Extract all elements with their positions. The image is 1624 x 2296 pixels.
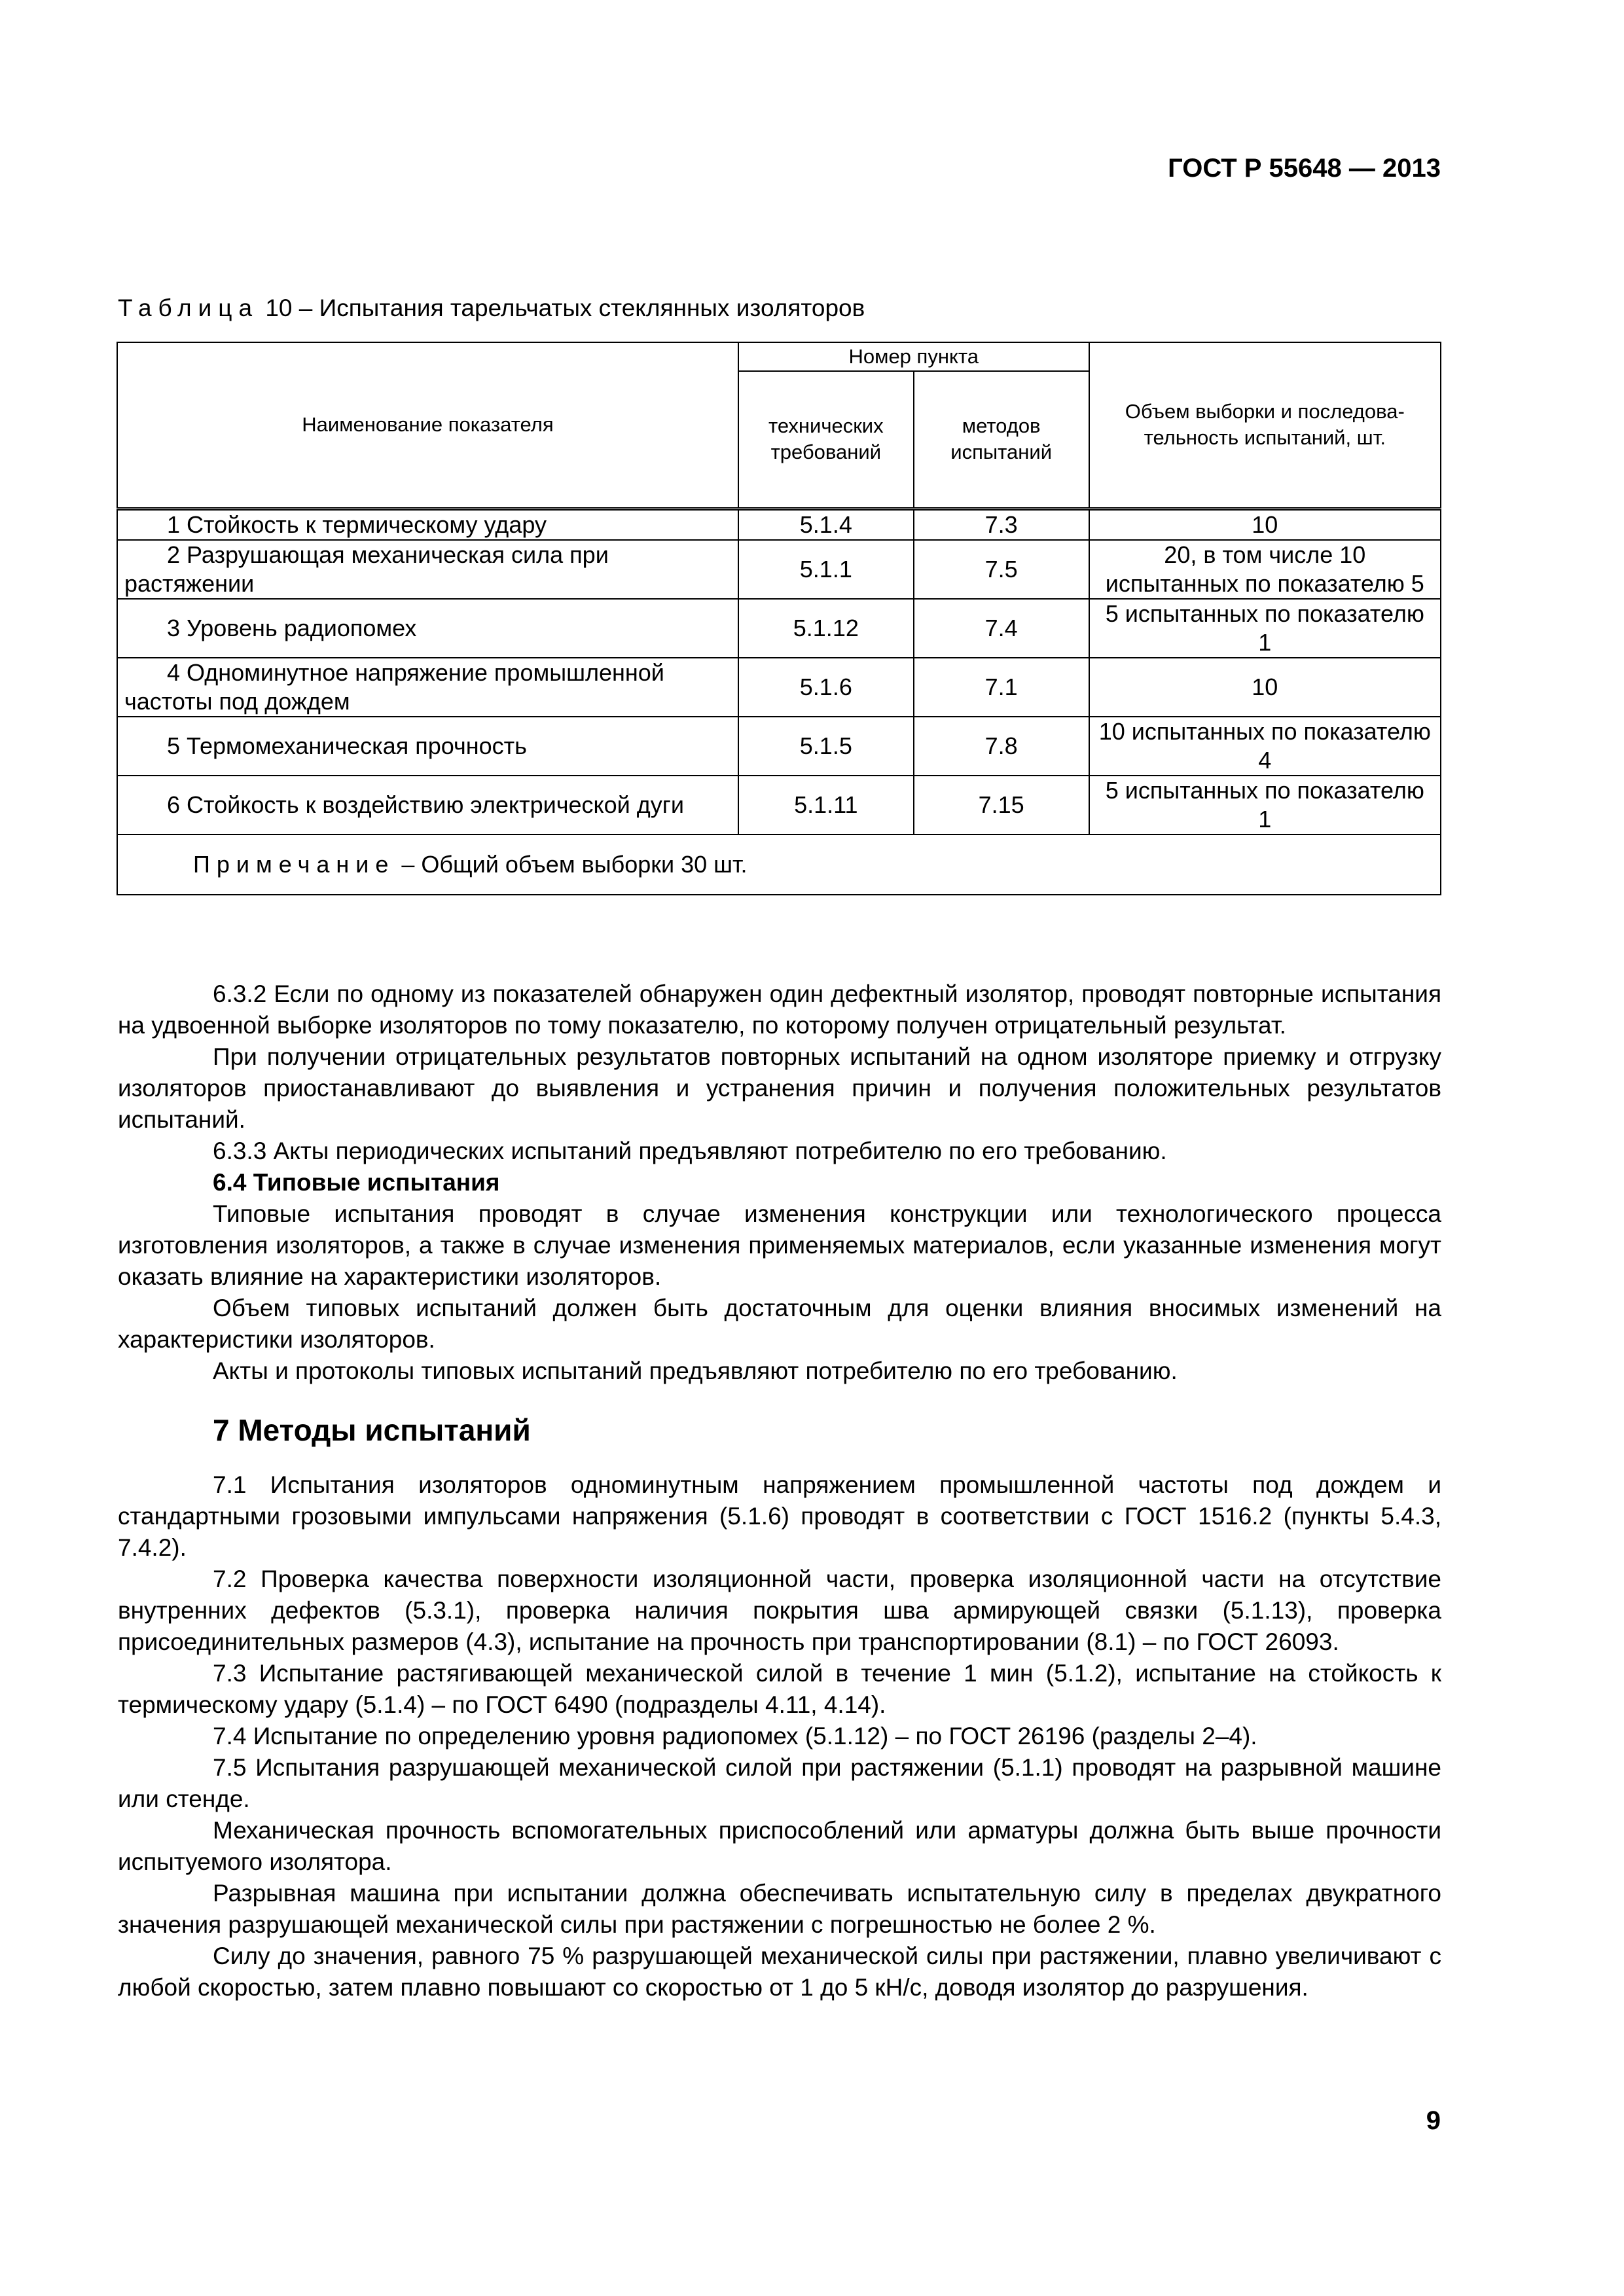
paragraph-6-3-3: 6.3.3 Акты периодических испытаний предъявляют потребителю по его требованию. bbox=[213, 1138, 1167, 1164]
col-header-item-group: Номер пункта bbox=[738, 342, 1089, 371]
paragraph-7-2: 7.2 Проверка качества поверхности изоляционной части, проверка изоляционной части на отсутствие внутренних дефектов (5.3.1), проверка наличия покрытия шва армирующей связки (5.1.13), проверка присоединительных размеров (4.3), испытание на прочность при транспортировании (8.1) – по ГОСТ 26093. bbox=[118, 1566, 1441, 1655]
heading-6-4: 6.4 Типовые испытания bbox=[213, 1169, 500, 1196]
col-header-tech: технических требований bbox=[738, 371, 914, 509]
col-header-indicator: Наименование показателя bbox=[117, 342, 738, 509]
row-sample: 10 bbox=[1089, 658, 1441, 717]
row-name: 4 Одноминутное напряжение промышленной частоты под дождем bbox=[117, 658, 738, 717]
note-label: Примечание bbox=[193, 850, 395, 878]
row-tech: 5.1.4 bbox=[738, 509, 914, 540]
row-sample: 5 испытанных по показателю 1 bbox=[1089, 599, 1441, 658]
paragraph: Типовые испытания проводят в случае изменения конструкции или технологического процесса изготовления изоляторов, а также в случае изменения применяемых материалов, если указанные изменения могут оказать влияние на характеристики изоляторов. bbox=[118, 1200, 1441, 1290]
row-tech: 5.1.12 bbox=[738, 599, 914, 658]
table-row bbox=[117, 540, 1441, 599]
col-header-methods: методов испытаний bbox=[914, 371, 1089, 509]
paragraph: Объем типовых испытаний должен быть достаточным для оценки влияния вносимых изменений на характеристики изоляторов. bbox=[118, 1295, 1441, 1353]
tests-table bbox=[117, 342, 1441, 895]
row-method: 7.3 bbox=[914, 509, 1089, 540]
col-header-sample: Объем выборки и последова-тельность испытаний, шт. bbox=[1089, 342, 1441, 509]
paragraph-7-3: 7.3 Испытание растягивающей механической силой в течение 1 мин (5.1.2), испытание на стойкость к термическому удару (5.1.4) – по ГОСТ 6490 (подразделы 4.11, 4.14). bbox=[118, 1660, 1441, 1718]
table-row bbox=[117, 599, 1441, 658]
paragraph-7-5: 7.5 Испытания разрушающей механической силой при растяжении (5.1.1) проводят на разрывной машине или стенде. bbox=[118, 1754, 1441, 1812]
row-method: 7.15 bbox=[914, 776, 1089, 834]
row-name: 2 Разрушающая механическая сила при растяжении bbox=[117, 540, 738, 599]
table-caption bbox=[118, 295, 865, 322]
row-name: 6 Стойкость к воздействию электрической дуги bbox=[117, 776, 738, 834]
paragraph: Механическая прочность вспомогательных приспособлений или арматуры должна быть выше прочности испытуемого изолятора. bbox=[118, 1817, 1441, 1875]
row-tech: 5.1.6 bbox=[738, 658, 914, 717]
body-text bbox=[118, 978, 1441, 2003]
row-name: 1 Стойкость к термическому удару bbox=[117, 509, 738, 540]
page-number: 9 bbox=[1426, 2106, 1441, 2135]
table-caption-title: 10 – Испытания тарельчатых стеклянных изоляторов bbox=[259, 295, 865, 321]
row-sample: 10 испытанных по показателю 4 bbox=[1089, 717, 1441, 776]
row-method: 7.5 bbox=[914, 540, 1089, 599]
row-sample: 20, в том числе 10 испытанных по показателю 5 bbox=[1089, 540, 1441, 599]
table-caption-label: Таблица bbox=[118, 295, 259, 321]
row-method: 7.1 bbox=[914, 658, 1089, 717]
paragraph-7-1: 7.1 Испытания изоляторов одноминутным напряжением промышленной частоты под дождем и стандартными грозовыми импульсами напряжения (5.1.6) проводят в соответствии с ГОСТ 1516.2 (пункты 5.4.3, 7.4.2). bbox=[118, 1471, 1441, 1561]
row-tech: 5.1.5 bbox=[738, 717, 914, 776]
row-name: 5 Термомеханическая прочность bbox=[117, 717, 738, 776]
table-row bbox=[117, 509, 1441, 540]
document-header: ГОСТ Р 55648 — 2013 bbox=[1168, 154, 1441, 183]
paragraph: При получении отрицательных результатов повторных испытаний на одном изоляторе приемку и отгрузку изоляторов приостанавливают до выявления и устранения причин и получения положительных результатов испытаний. bbox=[118, 1043, 1441, 1133]
row-method: 7.4 bbox=[914, 599, 1089, 658]
note-text: – Общий объем выборки 30 шт. bbox=[395, 850, 748, 878]
paragraph-7-4: 7.4 Испытание по определению уровня радиопомех (5.1.12) – по ГОСТ 26196 (разделы 2–4). bbox=[213, 1723, 1257, 1749]
row-method: 7.8 bbox=[914, 717, 1089, 776]
paragraph: Акты и протоколы типовых испытаний предъявляют потребителю по его требованию. bbox=[213, 1357, 1178, 1384]
paragraph: Силу до значения, равного 75 % разрушающей механической силы при растяжении, плавно увеличивают с любой скоростью, затем плавно повышают со скоростью от 1 до 5 кН/с, доводя изолятор до разрушения. bbox=[118, 1943, 1441, 2001]
row-name: 3 Уровень радиопомех bbox=[117, 599, 738, 658]
table-note-row bbox=[117, 834, 1441, 895]
row-tech: 5.1.11 bbox=[738, 776, 914, 834]
paragraph: Разрывная машина при испытании должна обеспечивать испытательную силу в пределах двукратного значения разрушающей механической силы при растяжении с погрешностью не более 2 %. bbox=[118, 1880, 1441, 1938]
table-row bbox=[117, 776, 1441, 834]
table-row bbox=[117, 658, 1441, 717]
row-sample: 10 bbox=[1089, 509, 1441, 540]
section-heading-7: 7 Методы испытаний bbox=[213, 1413, 531, 1447]
row-tech: 5.1.1 bbox=[738, 540, 914, 599]
table-note bbox=[117, 834, 1441, 895]
row-sample: 5 испытанных по показателю 1 bbox=[1089, 776, 1441, 834]
paragraph-6-3-2: 6.3.2 Если по одному из показателей обнаружен один дефектный изолятор, проводят повторные испытания на удвоенной выборке изоляторов по тому показателю, по которому получен отрицательный результат. bbox=[118, 980, 1441, 1039]
table-row bbox=[117, 717, 1441, 776]
